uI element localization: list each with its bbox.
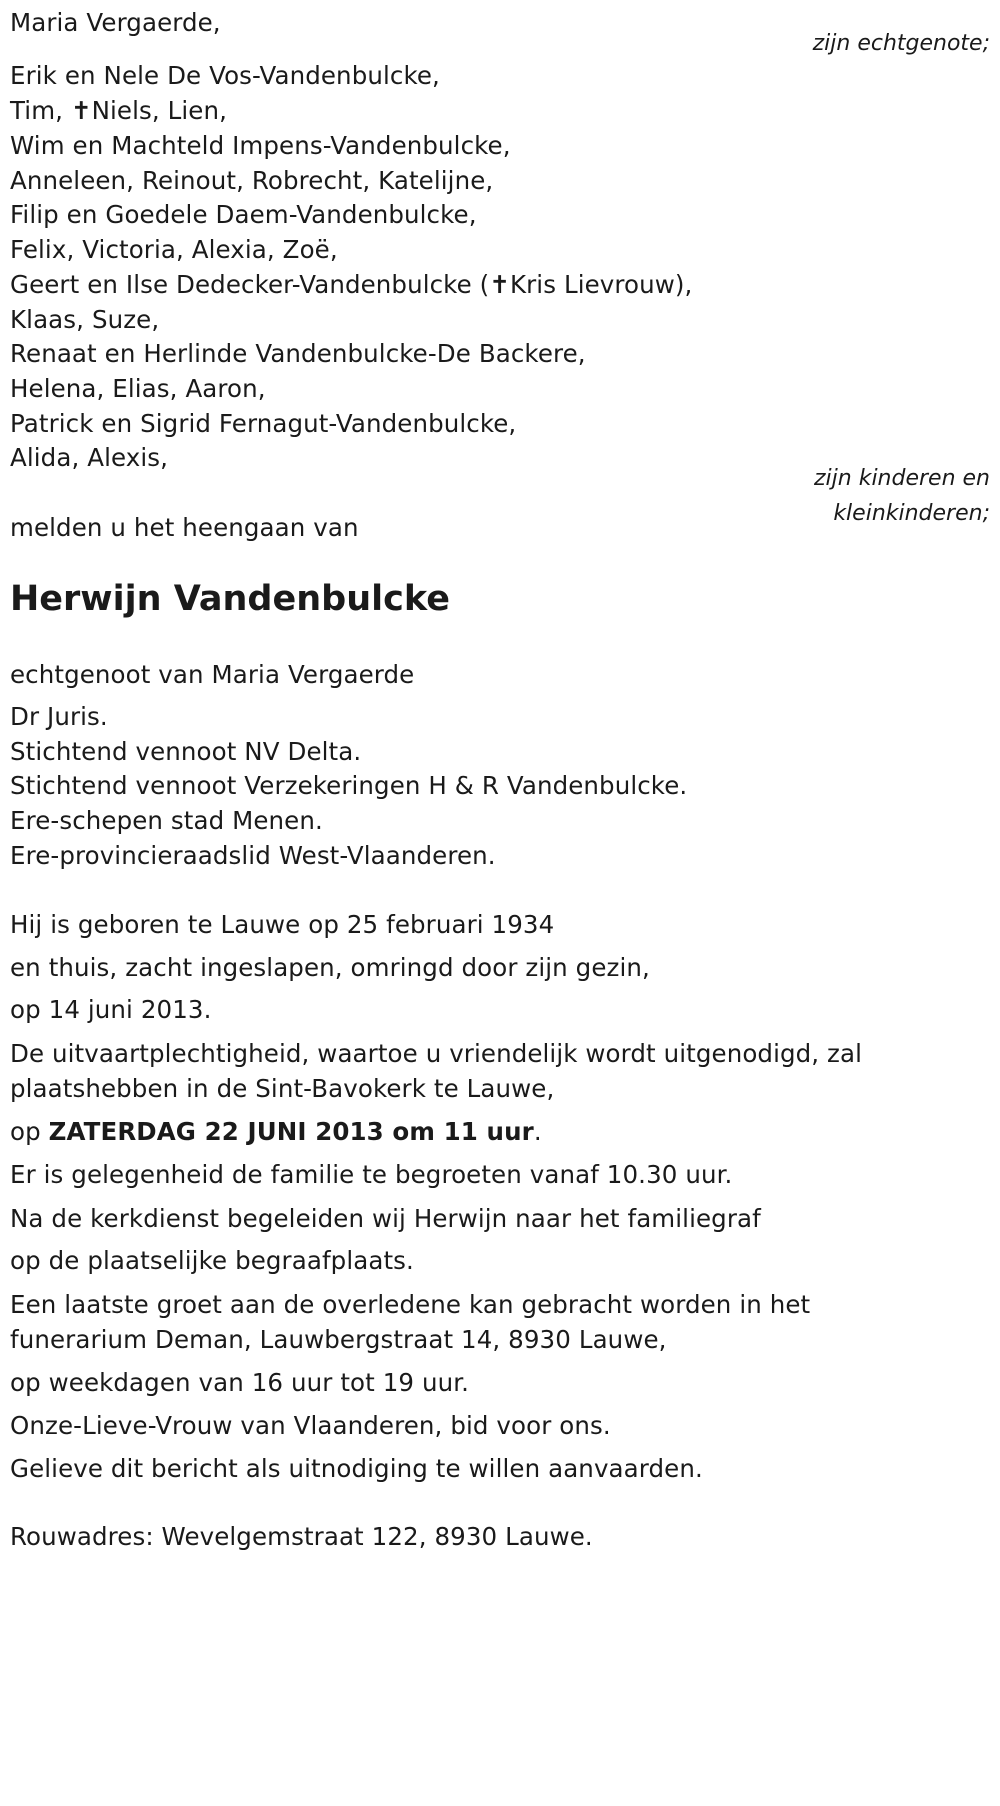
- prayer-line: Onze-Lieve-Vrouw van Vlaanderen, bid voor ons.: [10, 1411, 611, 1440]
- burial-line: Na de kerkdienst begeleiden wij Herwijn naar het familiegraf: [10, 1204, 761, 1233]
- funeral-date-suffix: .: [533, 1117, 542, 1146]
- funeral-line: De uitvaartplechtigheid, waartoe u vriendelijk wordt uitgenodigd, zal: [10, 1039, 863, 1068]
- family-line: Geert en Ilse Dedecker-Vandenbulcke (✝Kris Lievrouw),: [10, 270, 693, 299]
- spouse-line: Maria Vergaerde,: [10, 8, 221, 37]
- request-line: Gelieve dit bericht als uitnodiging te willen aanvaarden.: [10, 1454, 703, 1483]
- spouse-of: echtgenoot van Maria Vergaerde: [10, 660, 415, 689]
- deceased-name: Herwijn Vandenbulcke: [10, 579, 450, 619]
- title-line: Ere-schepen stad Menen.: [10, 806, 323, 835]
- greeting-line: Er is gelegenheid de familie te begroeten vanaf 10.30 uur.: [10, 1160, 733, 1189]
- death-line: en thuis, zacht ingeslapen, omringd door zijn gezin,: [10, 953, 650, 982]
- spouse-role: zijn echtgenote;: [812, 31, 990, 56]
- funeral-date-bold: ZATERDAG 22 JUNI 2013 om 11 uur: [48, 1117, 534, 1146]
- announcement: melden u het heengaan van: [10, 513, 359, 542]
- family-line: Helena, Elias, Aaron,: [10, 374, 266, 403]
- family-line: Filip en Goedele Daem-Vandenbulcke,: [10, 200, 477, 229]
- family-line: Klaas, Suze,: [10, 305, 160, 334]
- family-line: Patrick en Sigrid Fernagut-Vandenbulcke,: [10, 409, 517, 438]
- family-line: Felix, Victoria, Alexia, Zoë,: [10, 235, 338, 264]
- children-role: zijn kinderen en: [814, 466, 990, 491]
- farewell-hours: op weekdagen van 16 uur tot 19 uur.: [10, 1368, 470, 1397]
- family-line: Erik en Nele De Vos-Vandenbulcke,: [10, 61, 440, 90]
- family-line: Tim, ✝Niels, Lien,: [10, 96, 227, 125]
- title-line: Stichtend vennoot Verzekeringen H & R Vandenbulcke.: [10, 771, 688, 800]
- title-line: Dr Juris.: [10, 702, 108, 731]
- farewell-line: Een laatste groet aan de overledene kan gebracht worden in het: [10, 1290, 811, 1319]
- funeral-line: plaatshebben in de Sint-Bavokerk te Lauwe,: [10, 1074, 555, 1103]
- title-line: Stichtend vennoot NV Delta.: [10, 737, 362, 766]
- funeral-date: [10, 1117, 542, 1147]
- family-line: Renaat en Herlinde Vandenbulcke-De Backere,: [10, 339, 586, 368]
- funeral-date-prefix: op: [10, 1117, 49, 1146]
- family-line: Anneleen, Reinout, Robrecht, Katelijne,: [10, 166, 494, 195]
- title-line: Ere-provincieraadslid West-Vlaanderen.: [10, 841, 496, 870]
- family-line: Wim en Machteld Impens-Vandenbulcke,: [10, 131, 511, 160]
- family-line: Alida, Alexis,: [10, 443, 168, 472]
- children-role: kleinkinderen;: [833, 501, 990, 526]
- burial-line: op de plaatselijke begraafplaats.: [10, 1246, 414, 1275]
- mourning-address: Rouwadres: Wevelgemstraat 122, 8930 Lauwe.: [10, 1522, 593, 1551]
- birth-line: Hij is geboren te Lauwe op 25 februari 1934: [10, 910, 555, 939]
- death-date: op 14 juni 2013.: [10, 995, 212, 1024]
- farewell-line: funerarium Deman, Lauwbergstraat 14, 8930 Lauwe,: [10, 1325, 667, 1354]
